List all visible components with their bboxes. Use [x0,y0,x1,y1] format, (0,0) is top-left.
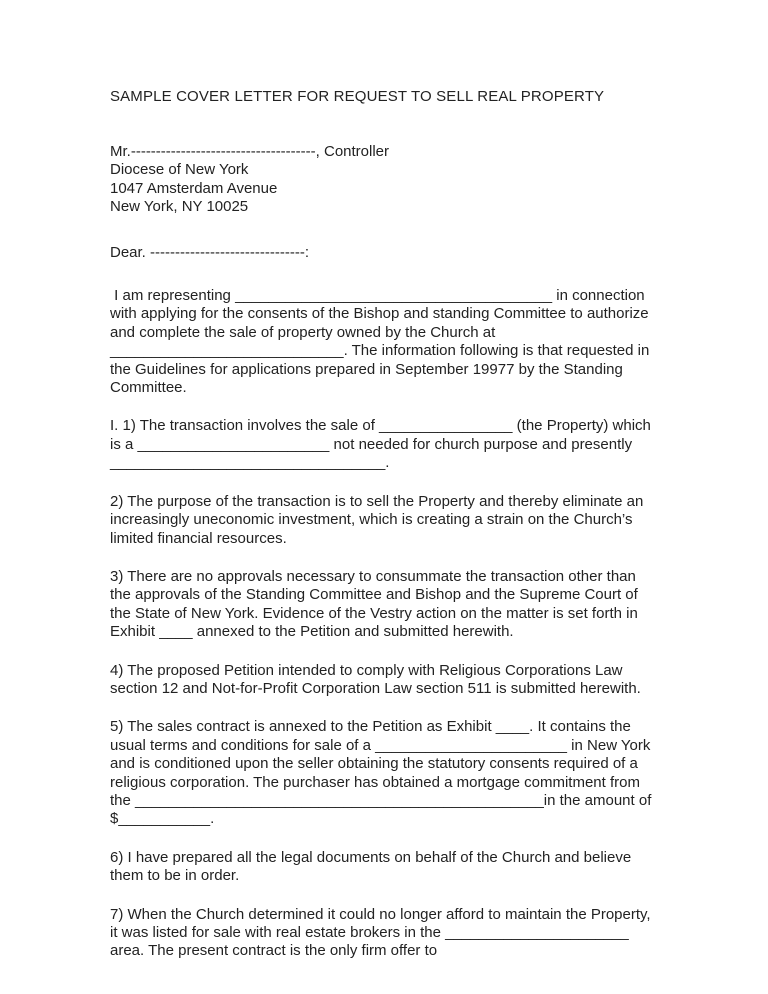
recipient-address-block [110,143,658,217]
salutation-line: Dear. -------------------------------: [110,243,310,261]
paragraph-item-6: 6) I have prepared all the legal documents on behalf of the Church and believe them to be in order. [110,848,636,885]
paragraph-item-7: 7) When the Church determined it could no longer afford to maintain the Property, it was listed for sale with real estate brokers in the ______________________ area. The present contract is the only firm offer to [110,905,655,960]
document-body [110,88,658,961]
paragraph-item-4: 4) The proposed Petition intended to comply with Religious Corporations Law section 12 and Not-for-Profit Corporation Law section 511 is submitted herewith. [110,661,641,697]
paragraph-item-2: 2) The purpose of the transaction is to sell the Property and thereby eliminate an increasingly uneconomic investment, which is creating a strain on the Church’s limited financial resources. [110,492,648,547]
address-line-street: 1047 Amsterdam Avenue [110,179,278,197]
paragraph-item-1: I. 1) The transaction involves the sale of ________________ (the Property) which is a _______________________ not needed for church purpose and presently _________________________________. [110,417,656,472]
paragraph-item-5: 5) The sales contract is annexed to the Petition as Exhibit ____. It contains the usual terms and conditions for sale of a _______________________ in New York and is conditioned upon the seller obtaining the statutory consents required of a religious corporation. The purchaser has obtained a mortgage commitment from the _________________________________________________in the amount of $___________. [110,718,656,828]
address-line-organization: Diocese of New York [110,161,249,179]
paragraph-item-3: 3) There are no approvals necessary to consummate the transaction other than the approvals of the Standing Committee and Bishop and the Supreme Court of the State of New York. Evidence of the Vestry action on the matter is set forth in Exhibit ____ annexed to the Petition and submitted herewith. [110,567,642,641]
paragraph-introduction: I am representing ______________________________________ in connection with applying for the consents of the Bishop and standing Committee to authorize and complete the sale of property owned by the Church at ____________________________. The information following is that requested in the Guidelines for applications prepared in September 19977 by the Standing Committee. [110,287,654,397]
address-line-city-state-zip: New York, NY 10025 [110,198,249,216]
page-title: SAMPLE COVER LETTER FOR REQUEST TO SELL REAL PROPERTY [110,88,605,105]
address-line-recipient-name: Mr.-------------------------------------, Controller [110,143,390,160]
